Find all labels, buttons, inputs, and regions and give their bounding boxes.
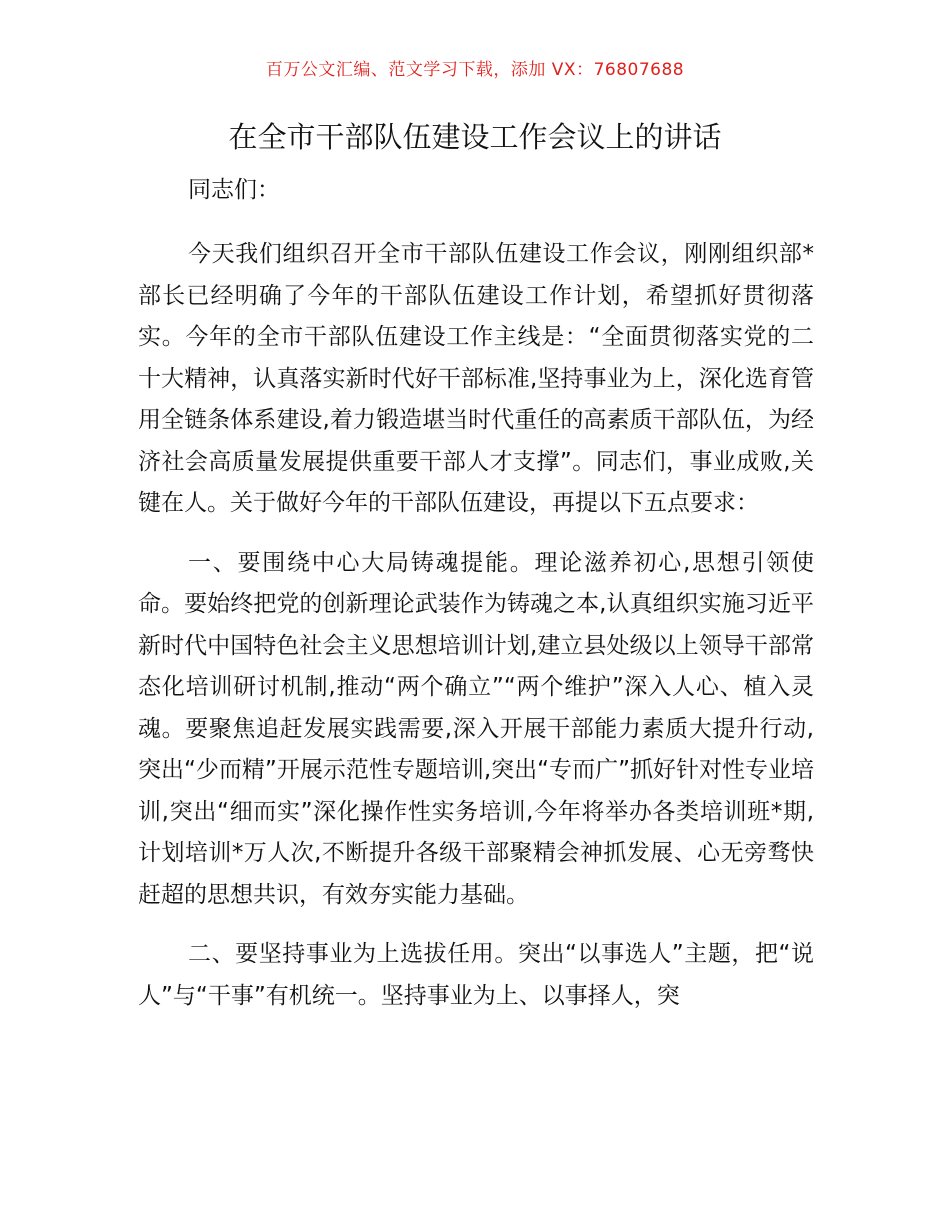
document-title: 在全市干部队伍建设工作会议上的讲话 bbox=[228, 120, 722, 154]
salutation: 同志们： bbox=[188, 177, 280, 203]
paragraph-point-two: 二、要坚持事业为上选拔任用。突出“以事选人”主题，把“说人”与“干事”有机统一。坚持事业为上、以事择人，突 bbox=[138, 941, 814, 1009]
document-body bbox=[138, 170, 814, 1035]
paragraph-point-one: 一、要围绕中心大局铸魂提能。理论滋养初心,思想引领使命。要始终把党的创新理论武装作为铸魂之本,认真组织实施习近平新时代中国特色社会主义思想培训计划,建立县处级以上领导干部常态化培训研讨机制,推动“两个确立”“两个维护”深入人心、植入灵魂。要聚焦追赶发展实践需要,深入开展干部能力素质大提升行动,突出“少而精”开展示范性专题培训,突出“专而广”抓好针对性专业培训,突出“细而实”深化操作性实务培训,今年将举办各类培训班*期,计划培训*万人次,不断提升各级干部聚精会神抓发展、心无旁骛快赶超的思想共识，有效夯实能力基础。 bbox=[138, 549, 814, 908]
watermark-header: 百万公文汇编、范文学习下载，添加 VX：76807688 bbox=[265, 60, 685, 80]
paragraph-intro: 今天我们组织召开全市干部队伍建设工作会议，刚刚组织部*部长已经明确了今年的干部队伍建设工作计划，希望抓好贯彻落实。今年的全市干部队伍建设工作主线是：“全面贯彻落实党的二十大精神，认真落实新时代好干部标准,坚持事业为上，深化选育管用全链条体系建设,着力锻造堪当时代重任的高素质干部队伍，为经济社会高质量发展提供重要干部人才支撑”。同志们，事业成败,关键在人。关于做好今年的干部队伍建设，再提以下五点要求： bbox=[138, 241, 814, 516]
